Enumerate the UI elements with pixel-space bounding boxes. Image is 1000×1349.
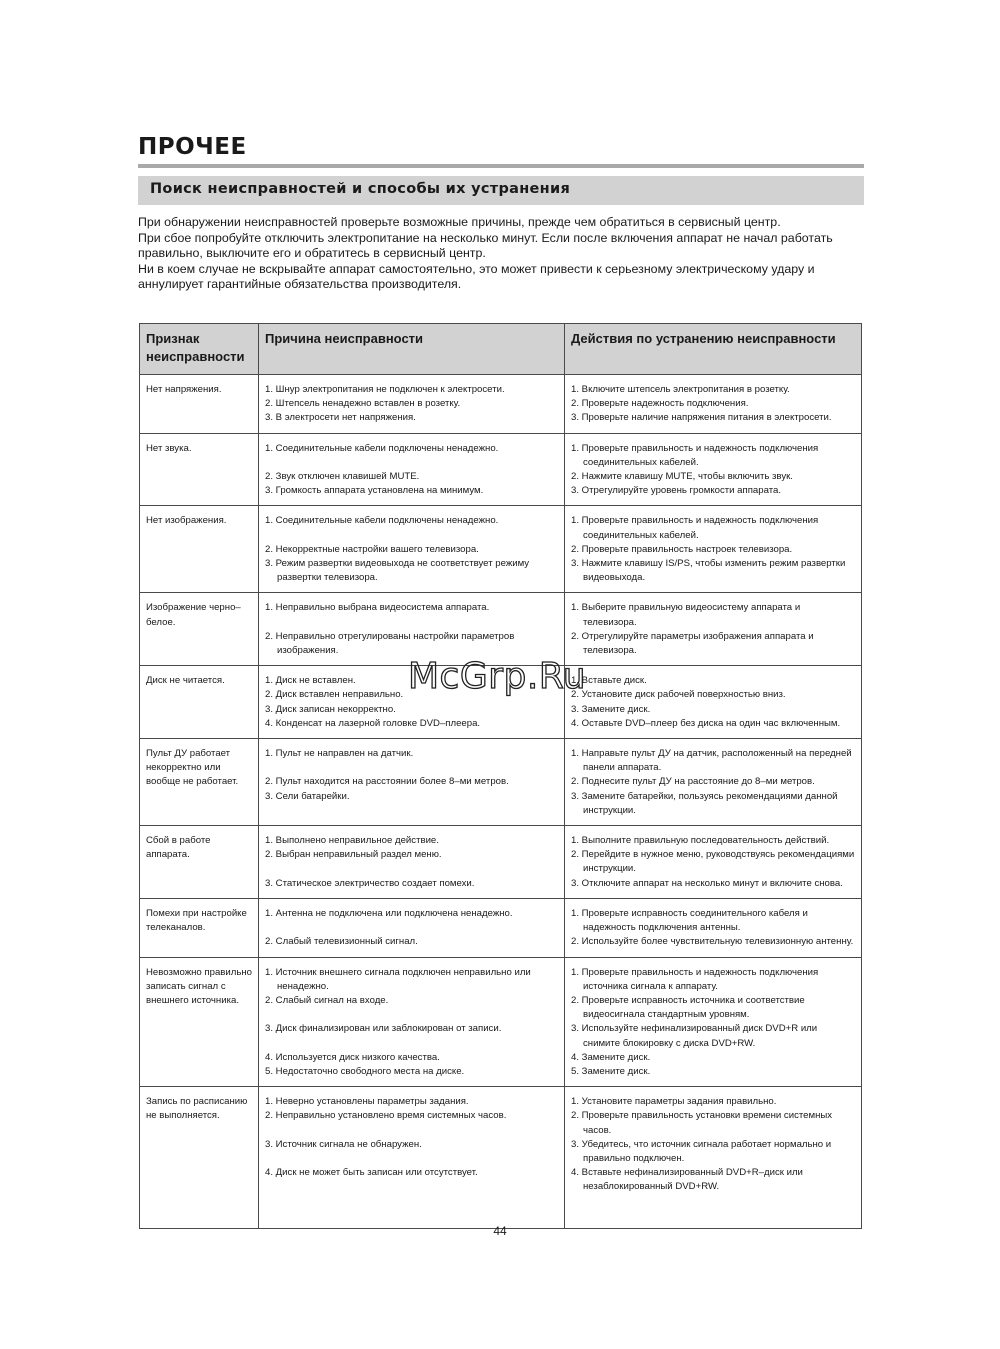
cause-cell [259, 375, 565, 434]
cause-item: 2. Слабый телевизионный сигнал. [265, 936, 418, 948]
cause-item: 1. Выполнено неправильное действие. [265, 835, 439, 847]
cause-item: 1. Шнур электропитания не подключен к электросети. [265, 384, 505, 395]
cause-item: 2. Неправильно отрегулированы настройки параметров изображения. [265, 630, 515, 657]
cause-item: 1. Источник внешнего сигнала подключен неправильно или ненадежно. [265, 966, 531, 992]
cause-item: 4. Используется диск низкого качества. [265, 1051, 440, 1063]
table-row [140, 506, 862, 593]
action-item: 2. Нажмите клавишу MUTE, чтобы включить звук. [571, 471, 793, 483]
cause-item: 2. Выбран неправильный раздел меню. [265, 849, 442, 861]
action-cell [565, 375, 862, 434]
action-item: 1. Включите штепсель электропитания в розетку. [571, 384, 790, 395]
cause-cell [259, 957, 565, 1087]
action-item: 3. Отключите аппарат на несколько минут и включите снова. [571, 877, 843, 889]
action-cell [565, 666, 862, 739]
table-row [140, 1087, 862, 1229]
cause-item: 1. Антенна не подключена или подключена ненадежно. [265, 907, 513, 919]
cause-item: 2. Слабый сигнал на входе. [265, 994, 389, 1006]
action-cell [565, 506, 862, 593]
page-number: 44 [493, 1224, 507, 1238]
cause-item: 1. Неправильно выбрана видеосистема аппарата. [265, 602, 490, 614]
action-item: 1. Направьте пульт ДУ на датчик, расположенный на передней панели аппарата. [571, 748, 852, 774]
intro-paragraph: При сбое попробуйте отключить электропитание на несколько минут. Если после включения аппарат не начал работать правильно, выключите его и обратитесь в сервисный центр. [138, 230, 833, 261]
column-header-symptom: Признак неисправности [140, 324, 259, 375]
cause-item: 2. Некорректные настройки вашего телевизора. [265, 543, 479, 555]
action-item: 1. Проверьте исправность соединительного кабеля и надежность подключения антенны. [571, 907, 808, 934]
cause-cell [259, 826, 565, 899]
intro-paragraph: Ни в коем случае не вскрывайте аппарат самостоятельно, это может привести к серьезному электрическому удару и аннулирует гарантийные обязательства производителя. [138, 261, 815, 292]
intro-paragraph: При обнаружении неисправностей проверьте возможные причины, прежде чем обратиться в сервисный центр. [138, 215, 781, 229]
action-cell [565, 739, 862, 826]
cause-cell [259, 1087, 565, 1229]
action-item: 3. Убедитесь, что источник сигнала работает нормально и правильно подключен. [571, 1138, 832, 1164]
table-row [140, 957, 862, 1087]
cause-item: 3. Диск записан некорректно. [265, 703, 396, 715]
cause-item: 4. Диск не может быть записан или отсутствует. [265, 1167, 478, 1179]
table-row [140, 375, 862, 434]
section-header [138, 176, 864, 205]
symptom-cell: Нет звука. [140, 433, 259, 506]
cause-item: 1. Соединительные кабели подключены ненадежно. [265, 442, 499, 454]
symptom-cell: Нет напряжения. [140, 375, 259, 434]
action-item: 4. Вставьте нефинализированный DVD+R–диск или незаблокированный DVD+RW. [571, 1167, 803, 1193]
action-item: 3. Проверьте наличие напряжения питания в электросети. [571, 412, 832, 424]
symptom-cell: Изображение черно–белое. [140, 593, 259, 666]
section-title: Поиск неисправностей и способы их устранения [150, 181, 571, 197]
cause-item: 1. Пульт не направлен на датчик. [265, 748, 414, 760]
cause-item: 1. Диск не вставлен. [265, 675, 356, 687]
action-item: 1. Вставьте диск. [571, 675, 647, 687]
action-item: 4. Оставьте DVD–плеер без диска на один час включенным. [571, 717, 841, 729]
symptom-cell: Нет изображения. [140, 506, 259, 593]
symptom-cell: Невозможно правильно записать сигнал с внешнего источника. [140, 957, 259, 1087]
action-item: 2. Используйте более чувствительную телевизионную антенну. [571, 936, 854, 948]
intro-text [138, 215, 878, 293]
cause-cell [259, 739, 565, 826]
symptom-cell: Сбой в работе аппарата. [140, 826, 259, 899]
action-item: 4. Замените диск. [571, 1051, 651, 1063]
action-item: 1. Выполните правильную последовательность действий. [571, 835, 830, 847]
action-item: 1. Проверьте правильность и надежность подключения источника сигнала к аппарату. [571, 966, 819, 992]
symptom-cell: Запись по расписанию не выполняется. [140, 1087, 259, 1229]
cause-item: 2. Штепсель ненадежно вставлен в розетку. [265, 398, 461, 410]
action-item: 1. Проверьте правильность и надежность подключения соединительных кабелей. [571, 442, 819, 468]
page-title: ПРОЧЕЕ [138, 134, 247, 160]
symptom-cell: Помехи при настройке телеканалов. [140, 898, 259, 957]
action-item: 1. Установите параметры задания правильно. [571, 1096, 777, 1108]
cause-item: 3. Источник сигнала не обнаружен. [265, 1138, 422, 1150]
cause-item: 3. Режим развертки видеовыхода не соответствует режиму развертки телевизора. [265, 558, 530, 584]
action-cell [565, 826, 862, 899]
column-header-cause: Причина неисправности [259, 324, 565, 375]
action-item: 2. Отрегулируйте параметры изображения аппарата и телевизора. [571, 630, 814, 657]
action-item: 2. Проверьте правильность настроек телевизора. [571, 543, 793, 555]
action-cell [565, 433, 862, 506]
action-item: 3. Замените диск. [571, 703, 651, 715]
cause-item: 2. Пульт находится на расстоянии более 8–ми метров. [265, 776, 509, 788]
action-cell [565, 593, 862, 666]
table-row [140, 898, 862, 957]
cause-item: 1. Неверно установлены параметры задания. [265, 1096, 469, 1108]
cause-item: 2. Диск вставлен неправильно. [265, 689, 404, 701]
cause-cell [259, 593, 565, 666]
action-item: 3. Используйте нефинализированный диск DVD+R или снимите блокировку с диска DVD+RW. [571, 1023, 818, 1049]
action-item: 5. Замените диск. [571, 1065, 651, 1077]
action-item: 1. Проверьте правильность и надежность подключения соединительных кабелей. [571, 515, 819, 541]
action-item: 2. Поднесите пульт ДУ на расстояние до 8–ми метров. [571, 776, 815, 788]
cause-item: 4. Конденсат на лазерной головке DVD–плеера. [265, 717, 481, 729]
action-cell [565, 898, 862, 957]
troubleshooting-table [139, 323, 862, 1229]
action-item: 2. Проверьте правильность установки времени системных часов. [571, 1110, 833, 1136]
symptom-cell: Диск не читается. [140, 666, 259, 739]
symptom-cell: Пульт ДУ работает некорректно или вообще не работает. [140, 739, 259, 826]
column-header-action: Действия по устранению неисправности [565, 324, 862, 375]
action-cell [565, 957, 862, 1087]
cause-item: 3. Сели батарейки. [265, 790, 350, 802]
cause-cell [259, 506, 565, 593]
cause-cell [259, 898, 565, 957]
cause-item: 2. Звук отключен клавишей MUTE. [265, 471, 420, 482]
table-row [140, 593, 862, 666]
action-item: 3. Замените батарейки, пользуясь рекомендациями данной инструкции. [571, 790, 838, 816]
cause-cell [259, 433, 565, 506]
watermark: McGrp.Ru [408, 656, 587, 697]
cause-item: 3. Диск финализирован или заблокирован от записи. [265, 1023, 502, 1035]
action-item: 2. Перейдите в нужное меню, руководствуясь рекомендациями инструкции. [571, 849, 855, 875]
table-row [140, 826, 862, 899]
cause-item: 5. Недостаточно свободного места на диске. [265, 1065, 465, 1077]
cause-item: 1. Соединительные кабели подключены ненадежно. [265, 515, 499, 527]
table-header-row [140, 324, 862, 375]
cause-item: 3. В электросети нет напряжения. [265, 412, 416, 424]
table-row [140, 739, 862, 826]
cause-item: 3. Статическое электричество создает помехи. [265, 877, 475, 889]
action-item: 2. Проверьте исправность источника и соответствие видеосигнала стандартным уровням. [571, 994, 805, 1021]
cause-item: 3. Громкость аппарата установлена на минимум. [265, 485, 484, 497]
action-item: 3. Отрегулируйте уровень громкости аппарата. [571, 485, 781, 497]
action-item: 2. Установите диск рабочей поверхностью вниз. [571, 689, 786, 701]
action-item: 3. Нажмите клавишу IS/PS, чтобы изменить режим развертки видеовыхода. [571, 558, 846, 584]
action-cell [565, 1087, 862, 1229]
cause-item: 2. Неправильно установлено время системных часов. [265, 1110, 507, 1122]
table-row [140, 433, 862, 506]
action-item: 1. Выберите правильную видеосистему аппарата и телевизора. [571, 602, 801, 628]
action-item: 2. Проверьте надежность подключения. [571, 398, 749, 410]
title-rule [138, 164, 864, 168]
